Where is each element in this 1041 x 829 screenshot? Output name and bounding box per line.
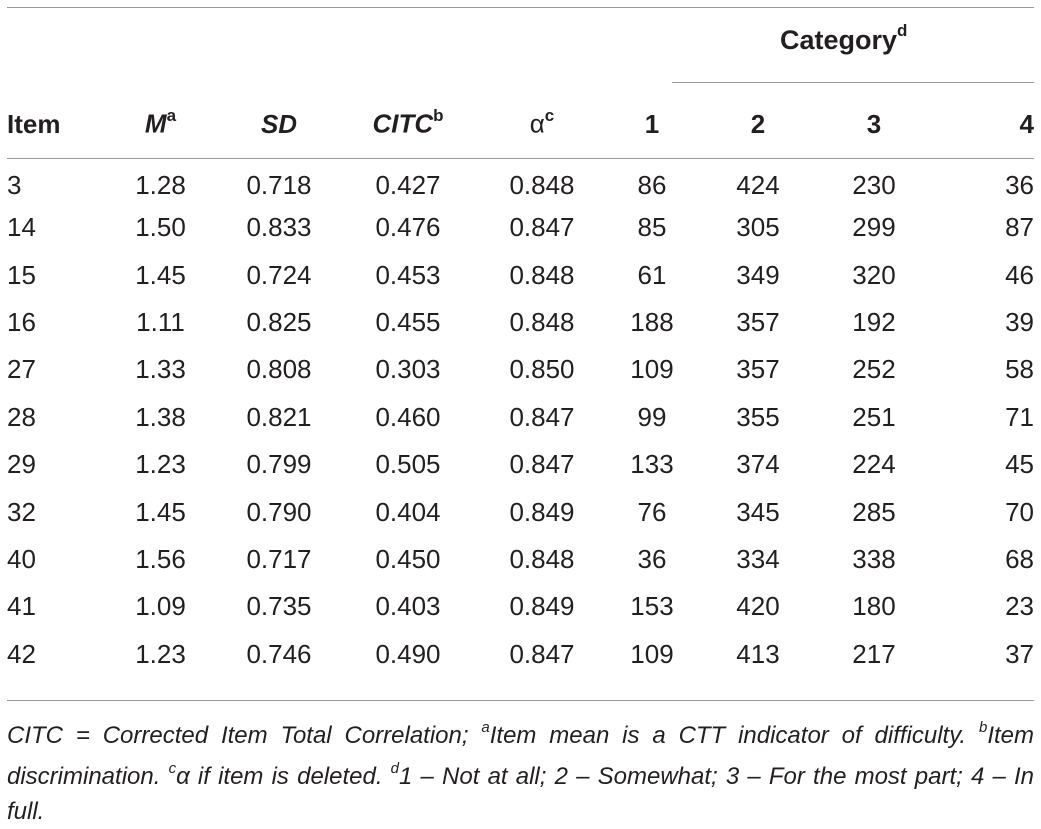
cell-mean: 1.56 [135, 543, 186, 574]
cell-cat-2: 334 [736, 543, 780, 574]
cell-cat-4: 36 [1005, 169, 1034, 200]
column-header-alpha: $\alpha^c$ [529, 106, 555, 139]
table-top-rule [7, 7, 1034, 8]
cell-cat-3: 285 [852, 496, 896, 527]
table-row [7, 441, 1034, 488]
cell-mean: 1.23 [135, 638, 186, 669]
cell-cat-4: 71 [1005, 401, 1034, 432]
cell-cat-2: 345 [736, 496, 780, 527]
cell-alpha: 0.848 [509, 169, 575, 200]
column-header-category-1: 1 [644, 108, 660, 139]
cell-sd: 0.833 [246, 212, 312, 243]
cell-sd: 0.717 [246, 543, 312, 574]
cell-cat-4: 37 [1005, 638, 1034, 669]
cell-cat-1: 86 [637, 169, 667, 200]
cell-cat-2: 305 [736, 212, 780, 243]
cell-item: 15 [7, 259, 36, 290]
cell-item: 41 [7, 591, 36, 622]
cell-cat-2: 355 [736, 401, 780, 432]
category-header-label: Category [780, 25, 898, 55]
cell-alpha: 0.848 [509, 259, 575, 290]
cell-mean: 1.23 [135, 449, 186, 480]
item-statistics-table [7, 96, 1034, 678]
column-header-item: Item [7, 108, 61, 139]
cell-cat-1: 99 [637, 401, 667, 432]
category-header-footnote-mark: d [897, 21, 908, 40]
header-row [7, 96, 1034, 152]
cell-item: 32 [7, 496, 36, 527]
cell-cat-2: 413 [736, 638, 780, 669]
cell-sd: 0.735 [246, 591, 312, 622]
cell-mean: 1.45 [135, 496, 186, 527]
cell-citc: 0.490 [375, 638, 441, 669]
table-footnote: CITC = Corrected Item Total Correlation; $^a$Item mean is a CTT indicator of difficulty. $^b$Item discrimination. $^c$α if item is deleted. $^d$1 – Not at all; 2 – Somewhat; 3 – For the most part; 4 – In full. [7, 719, 1034, 825]
header-bottom-rule [7, 158, 1034, 159]
cell-citc: 0.450 [375, 543, 441, 574]
cell-citc: 0.476 [375, 212, 441, 243]
cell-cat-1: 188 [630, 306, 674, 337]
cell-item: 29 [7, 449, 36, 480]
cell-alpha: 0.847 [509, 212, 575, 243]
cell-sd: 0.790 [246, 496, 312, 527]
cell-alpha: 0.847 [509, 401, 575, 432]
column-header-category-4: 4 [1019, 108, 1034, 139]
cell-item: 40 [7, 543, 36, 574]
table-row [7, 536, 1034, 583]
cell-alpha: 0.849 [509, 496, 575, 527]
cell-citc: 0.453 [375, 259, 441, 290]
cell-cat-4: 68 [1005, 543, 1034, 574]
cell-cat-3: 299 [852, 212, 896, 243]
cell-cat-3: 217 [852, 638, 896, 669]
table-row [7, 346, 1034, 393]
cell-sd: 0.821 [246, 401, 312, 432]
cell-cat-2: 357 [736, 306, 780, 337]
cell-cat-3: 224 [852, 449, 896, 480]
column-header-sd: SD [260, 108, 298, 139]
cell-mean: 1.45 [135, 259, 186, 290]
cell-alpha: 0.848 [509, 543, 575, 574]
column-header-citc: CITC$^b$ [372, 106, 444, 139]
table-row [7, 152, 1034, 204]
cell-cat-3: 251 [852, 401, 896, 432]
cell-citc: 0.455 [375, 306, 441, 337]
column-header-category-3: 3 [866, 108, 882, 139]
cell-mean: 1.28 [135, 169, 186, 200]
cell-sd: 0.718 [246, 169, 312, 200]
cell-cat-2: 420 [736, 591, 780, 622]
cell-item: 27 [7, 354, 36, 385]
cell-alpha: 0.847 [509, 638, 575, 669]
cell-citc: 0.404 [375, 496, 441, 527]
cell-cat-2: 424 [736, 169, 780, 200]
cell-citc: 0.427 [375, 169, 441, 200]
cell-cat-4: 87 [1005, 212, 1034, 243]
cell-cat-1: 36 [637, 543, 667, 574]
column-header-mean: $M^a$ [144, 106, 177, 139]
cell-cat-3: 320 [852, 259, 896, 290]
cell-cat-4: 46 [1005, 259, 1034, 290]
cell-alpha: 0.847 [509, 449, 575, 480]
cell-citc: 0.403 [375, 591, 441, 622]
table-body [7, 152, 1034, 678]
cell-cat-1: 76 [637, 496, 667, 527]
cell-item: 3 [7, 169, 22, 200]
cell-sd: 0.808 [246, 354, 312, 385]
column-header-category-2: 2 [750, 108, 766, 139]
cell-mean: 1.50 [135, 212, 186, 243]
cell-sd: 0.825 [246, 306, 312, 337]
cell-cat-2: 374 [736, 449, 780, 480]
table-row [7, 394, 1034, 441]
cell-cat-4: 23 [1005, 591, 1034, 622]
cell-cat-2: 349 [736, 259, 780, 290]
cell-cat-2: 357 [736, 354, 780, 385]
category-header-rule [672, 82, 1034, 83]
cell-cat-3: 230 [852, 169, 896, 200]
cell-citc: 0.303 [375, 354, 441, 385]
cell-item: 16 [7, 306, 36, 337]
table-row [7, 251, 1034, 298]
cell-cat-4: 70 [1005, 496, 1034, 527]
table-row [7, 204, 1034, 251]
cell-cat-4: 39 [1005, 306, 1034, 337]
table-row [7, 583, 1034, 630]
cell-cat-1: 133 [630, 449, 674, 480]
cell-sd: 0.746 [246, 638, 312, 669]
cell-alpha: 0.848 [509, 306, 575, 337]
cell-cat-1: 109 [630, 354, 674, 385]
cell-citc: 0.460 [375, 401, 441, 432]
cell-item: 14 [7, 212, 36, 243]
cell-sd: 0.799 [246, 449, 312, 480]
cell-mean: 1.11 [136, 306, 185, 337]
table-row [7, 631, 1034, 678]
cell-cat-3: 180 [852, 591, 896, 622]
cell-mean: 1.09 [135, 591, 186, 622]
cell-mean: 1.38 [135, 401, 186, 432]
cell-sd: 0.724 [246, 259, 312, 290]
cell-cat-1: 61 [637, 259, 667, 290]
table-row [7, 488, 1034, 535]
cell-cat-1: 85 [637, 212, 667, 243]
cell-cat-1: 153 [630, 591, 674, 622]
cell-citc: 0.505 [375, 449, 441, 480]
cell-cat-4: 58 [1005, 354, 1034, 385]
cell-cat-4: 45 [1005, 449, 1034, 480]
cell-item: 28 [7, 401, 36, 432]
cell-cat-3: 252 [852, 354, 896, 385]
cell-alpha: 0.850 [509, 354, 575, 385]
table-row [7, 299, 1034, 346]
cell-cat-3: 192 [852, 306, 896, 337]
category-group-header [780, 21, 908, 56]
cell-alpha: 0.849 [509, 591, 575, 622]
table-bottom-rule [7, 700, 1034, 701]
cell-cat-1: 109 [630, 638, 674, 669]
cell-item: 42 [7, 638, 36, 669]
cell-mean: 1.33 [135, 354, 186, 385]
cell-cat-3: 338 [852, 543, 896, 574]
